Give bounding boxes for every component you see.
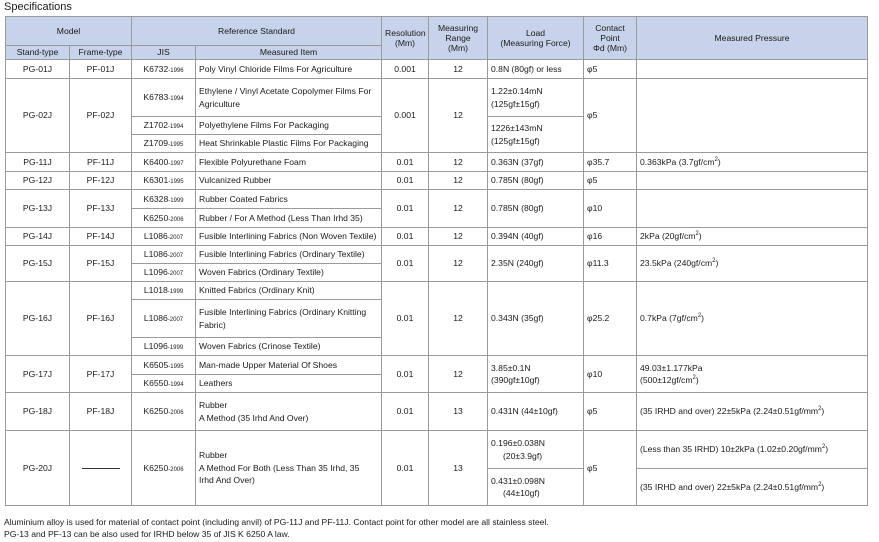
table-row [6, 356, 868, 375]
stand-type-cell: PG-18J [6, 393, 70, 431]
stand-type-cell: PG-13J [6, 190, 70, 228]
table-row [6, 172, 868, 190]
measured-item-cell: Fusible Interlining Fabrics (Non Woven Textile) [196, 228, 382, 246]
frame-type-cell: PF-17J [70, 356, 132, 393]
specifications-table [5, 16, 868, 506]
page-title: Specifications [4, 1, 72, 13]
jis-cell: K6301-1995 [132, 172, 196, 190]
measured-item-cell: Rubber Coated Fabrics [196, 190, 382, 209]
jis-cell: K6400-1997 [132, 153, 196, 172]
jis-cell: Z1702-1994 [132, 117, 196, 135]
table-row [6, 228, 868, 246]
range-cell: 12 [429, 153, 488, 172]
jis-cell: L1018-1999 [132, 282, 196, 300]
stand-type-cell: PG-02J [6, 79, 70, 153]
contact-cell: φ10 [584, 190, 637, 228]
resolution-cell: 0.01 [382, 228, 429, 246]
table-row [6, 393, 868, 431]
header-row-1 [6, 17, 868, 46]
frame-type-cell: PF-01J [70, 60, 132, 79]
stand-type-cell: PG-17J [6, 356, 70, 393]
pressure-cell: 2kPa $(20gf/cm^2)$ [637, 228, 868, 246]
pressure-cell: (35 IRHD and over) 22±5kPa $(2.24\pm 0.51gf/mm^2)$ [637, 469, 868, 506]
pressure-cell: 0.7kPa $(7gf/cm^2)$ [637, 282, 868, 356]
pressure-cell: 49.03±1.177kPa $(500\pm 12gf/cm^2)$ [637, 356, 868, 393]
pressure-cell [637, 190, 868, 228]
stand-type-cell: PG-16J [6, 282, 70, 356]
jis-cell: L1086-2007 [132, 228, 196, 246]
frame-type-cell: PF-13J [70, 190, 132, 228]
stand-type-cell: PG-12J [6, 172, 70, 190]
measured-item-cell: Vulcanized Rubber [196, 172, 382, 190]
measured-item-cell: Leathers [196, 375, 382, 393]
header-contact-point: Contact Point Φd (Mm) [584, 17, 637, 60]
frame-type-cell: PF-18J [70, 393, 132, 431]
measured-item-cell: Rubber / For A Method (Less Than Irhd 35) [196, 209, 382, 228]
measured-item-cell: Poly Vinyl Chloride Films For Agriculture [196, 60, 382, 79]
jis-cell: K6250-2006 [132, 393, 196, 431]
contact-cell: φ5 [584, 431, 637, 506]
resolution-cell: 0.001 [382, 60, 429, 79]
load-cell: 0.196±0.038N (20±3.9gf) [488, 431, 584, 469]
pressure-cell: 0.363kPa $(3.7gf/cm^2)$ [637, 153, 868, 172]
resolution-cell: 0.01 [382, 282, 429, 356]
load-cell: 0.431N (44±10gf) [488, 393, 584, 431]
load-cell: 1226±143mN (125gf±15gf) [488, 117, 584, 153]
frame-type-cell: PF-16J [70, 282, 132, 356]
measured-item-cell: Polyethylene Films For Packaging [196, 117, 382, 135]
measured-item-cell: Fusible Interlining Fabrics (Ordinary Knitting Fabric) [196, 300, 382, 338]
table-row [6, 431, 868, 469]
jis-cell: Z1709-1995 [132, 135, 196, 153]
resolution-cell: 0.01 [382, 153, 429, 172]
footnote-1: Aluminium alloy is used for material of contact point (including anvil) of PG-11J and PF-11J. Contact point for other model are all stainless steel. [4, 517, 549, 527]
table-row [6, 79, 868, 117]
frame-type-cell: PF-12J [70, 172, 132, 190]
contact-cell: φ25.2 [584, 282, 637, 356]
header-frame-type: Frame-type [70, 46, 132, 60]
header-load: Load (Measuring Force) [488, 17, 584, 60]
frame-type-cell: PF-14J [70, 228, 132, 246]
resolution-cell: 0.01 [382, 246, 429, 282]
resolution-cell: 0.01 [382, 190, 429, 228]
stand-type-cell: PG-01J [6, 60, 70, 79]
stand-type-cell: PG-11J [6, 153, 70, 172]
load-cell: 3.85±0.1N (390gf±10gf) [488, 356, 584, 393]
load-cell: 0.785N (80gf) [488, 190, 584, 228]
measured-item-cell: Knitted Fabrics (Ordinary Knit) [196, 282, 382, 300]
jis-cell: L1086-2007 [132, 300, 196, 338]
stand-type-cell: PG-15J [6, 246, 70, 282]
range-cell: 13 [429, 393, 488, 431]
jis-cell: L1086-2007 [132, 246, 196, 264]
pressure-cell [637, 79, 868, 153]
measured-item-cell: Rubber A Method For Both (Less Than 35 Irhd, 35 Irhd And Over) [196, 431, 382, 506]
load-cell: 0.343N (35gf) [488, 282, 584, 356]
header-measuring-range: Measuring Range (Mm) [429, 17, 488, 60]
table-row [6, 246, 868, 264]
frame-type-cell: PF-11J [70, 153, 132, 172]
header-measured-item: Measured Item [196, 46, 382, 60]
footnotes [4, 516, 549, 540]
load-cell: 0.8N (80gf) or less [488, 60, 584, 79]
range-cell: 12 [429, 60, 488, 79]
range-cell: 12 [429, 190, 488, 228]
resolution-cell: 0.01 [382, 431, 429, 506]
resolution-cell: 0.01 [382, 393, 429, 431]
range-cell: 12 [429, 282, 488, 356]
frame-type-cell: PF-15J [70, 246, 132, 282]
load-cell: 0.431±0.098N (44±10gf) [488, 469, 584, 506]
contact-cell: φ5 [584, 393, 637, 431]
contact-cell: φ5 [584, 60, 637, 79]
header-resolution: Resolution (Mm) [382, 17, 429, 60]
contact-cell: φ10 [584, 356, 637, 393]
load-cell: 2.35N (240gf) [488, 246, 584, 282]
contact-cell: φ16 [584, 228, 637, 246]
stand-type-cell: PG-20J [6, 431, 70, 506]
range-cell: 13 [429, 431, 488, 506]
load-cell: 0.785N (80gf) [488, 172, 584, 190]
resolution-cell: 0.01 [382, 172, 429, 190]
footnote-2: PG-13 and PF-13 can be also used for IRHD below 35 of JIS K 6250 A law. [4, 529, 290, 539]
range-cell: 12 [429, 356, 488, 393]
jis-cell: K6732-1996 [132, 60, 196, 79]
jis-cell: K6505-1995 [132, 356, 196, 375]
contact-cell: φ11.3 [584, 246, 637, 282]
measured-item-cell: Fusible Interlining Fabrics (Ordinary Textile) [196, 246, 382, 264]
header-stand-type: Stand-type [6, 46, 70, 60]
pressure-cell: (35 IRHD and over) 22±5kPa $(2.24\pm 0.51gf/mm^2)$ [637, 393, 868, 431]
range-cell: 12 [429, 228, 488, 246]
measured-item-cell: Rubber A Method (35 Irhd And Over) [196, 393, 382, 431]
range-cell: 12 [429, 246, 488, 282]
table-row [6, 60, 868, 79]
measured-item-cell: Flexible Polyurethane Foam [196, 153, 382, 172]
jis-cell: K6328-1999 [132, 190, 196, 209]
measured-item-cell: Man-made Upper Material Of Shoes [196, 356, 382, 375]
header-model: Model [6, 17, 132, 46]
resolution-cell: 0.01 [382, 356, 429, 393]
pressure-cell [637, 172, 868, 190]
jis-cell: K6783-1994 [132, 79, 196, 117]
load-cell: 1.22±0.14mN (125gf±15gf) [488, 79, 584, 117]
jis-cell: K6550-1994 [132, 375, 196, 393]
resolution-cell: 0.001 [382, 79, 429, 153]
header-reference-standard: Reference Standard [132, 17, 382, 46]
measured-item-cell: Heat Shrinkable Plastic Films For Packaging [196, 135, 382, 153]
pressure-cell: (Less than 35 IRHD) 10±2kPa $(1.02\pm 0.20gf/mm^2)$ [637, 431, 868, 469]
header-jis: JIS [132, 46, 196, 60]
header-measured-pressure: Measured Pressure [637, 17, 868, 60]
contact-cell: φ5 [584, 172, 637, 190]
measured-item-cell: Ethylene / Vinyl Acetate Copolymer Films For Agriculture [196, 79, 382, 117]
table-row [6, 282, 868, 300]
table-row [6, 153, 868, 172]
jis-cell: L1096-2007 [132, 264, 196, 282]
load-cell: 0.394N (40gf) [488, 228, 584, 246]
load-cell: 0.363N (37gf) [488, 153, 584, 172]
range-cell: 12 [429, 172, 488, 190]
frame-type-cell [70, 431, 132, 506]
measured-item-cell: Woven Fabrics (Crinose Textile) [196, 338, 382, 356]
frame-type-cell: PF-02J [70, 79, 132, 153]
contact-cell: φ35.7 [584, 153, 637, 172]
contact-cell: φ5 [584, 79, 637, 153]
range-cell: 12 [429, 79, 488, 153]
pressure-cell [637, 60, 868, 79]
measured-item-cell: Woven Fabrics (Ordinary Textile) [196, 264, 382, 282]
jis-cell: K6250-2006 [132, 431, 196, 506]
table-row [6, 190, 868, 209]
jis-cell: L1096-1999 [132, 338, 196, 356]
pressure-cell: 23.5kPa $(240gf/cm^2)$ [637, 246, 868, 282]
stand-type-cell: PG-14J [6, 228, 70, 246]
dash-mark [82, 468, 120, 469]
jis-cell: K6250-2006 [132, 209, 196, 228]
